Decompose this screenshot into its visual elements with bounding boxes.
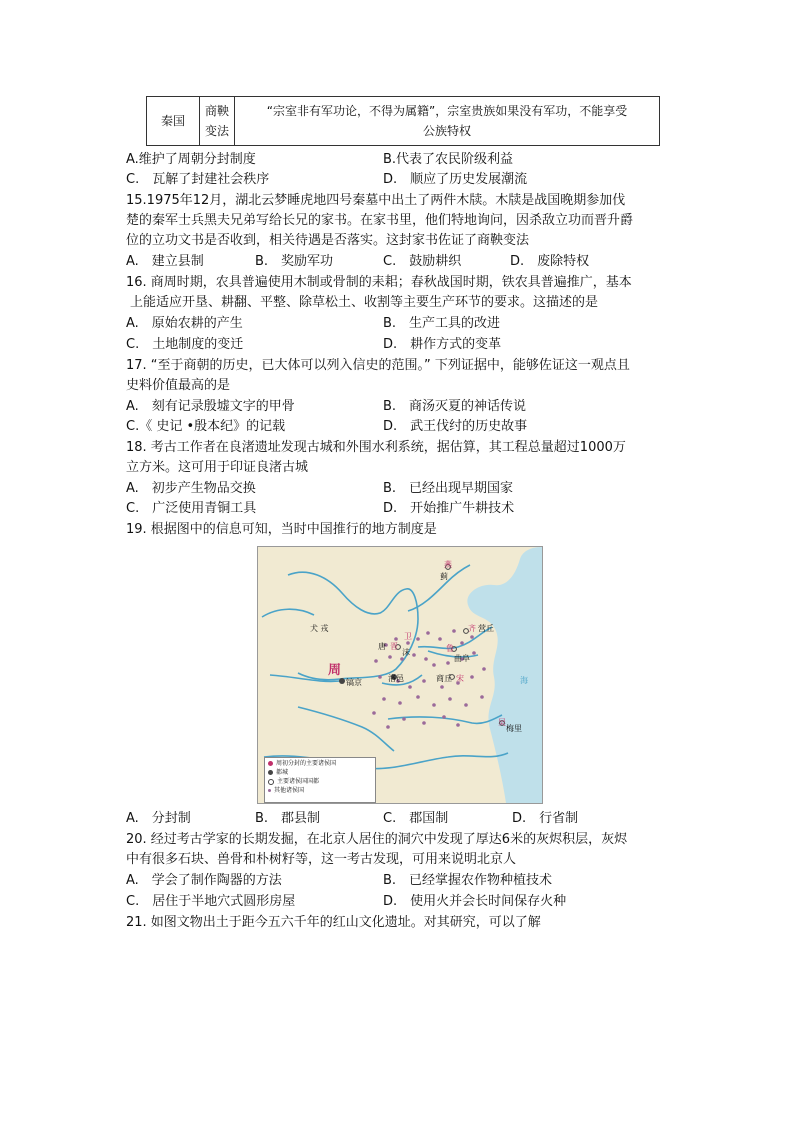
state-dot xyxy=(470,675,474,679)
state-dot xyxy=(416,637,420,641)
q17-option-d[interactable]: D. 武王伐纣的历史故事 xyxy=(383,419,528,434)
q15-line3: 位的立功文书是否收到，相关待遇是否落实。这封家书佐证了商鞅变法 xyxy=(126,233,530,248)
content-cell xyxy=(235,97,660,146)
q20-option-c[interactable]: C. 居住于半地穴式圆形房屋 xyxy=(126,894,296,909)
fief-marker-icon xyxy=(268,761,273,766)
q14-option-c[interactable]: C. 瓦解了封建社会秩序 xyxy=(126,172,270,187)
q18-option-c[interactable]: C. 广泛使用青铜工具 xyxy=(126,501,257,516)
state-dot xyxy=(470,635,474,639)
legend-item-fief: 周初分封的主要诸侯国 xyxy=(268,759,372,768)
map-label-tang: 唐 xyxy=(378,642,386,651)
state-dot xyxy=(402,717,406,721)
q17-option-c[interactable]: C.《 史记 •殷本纪》的记载 xyxy=(126,419,286,434)
map-label-zhou: 周 xyxy=(328,663,342,678)
state-dot xyxy=(422,721,426,725)
state-dot xyxy=(408,685,412,689)
q20-option-a[interactable]: A. 学会了制作陶器的方法 xyxy=(126,873,282,888)
state-dot xyxy=(456,723,460,727)
q17-line1: 17. “至于商朝的历史，已大体可以列入信史的范围。” 下列证据中，能够佐证这一观点且 xyxy=(126,358,630,373)
state-dot xyxy=(442,715,446,719)
q15-option-b[interactable]: B. 奖励军功 xyxy=(255,254,334,269)
state-dot xyxy=(482,667,486,671)
q19-option-a[interactable]: A. 分封制 xyxy=(126,811,191,826)
reform-name-line1: 商鞅 xyxy=(204,104,229,118)
q16-option-c[interactable]: C. 土地制度的变迁 xyxy=(126,337,244,352)
reform-table xyxy=(146,96,660,146)
q19-option-d[interactable]: D. 行省制 xyxy=(512,811,579,826)
q20-option-b[interactable]: B. 已经掌握农作物种植技术 xyxy=(383,873,553,888)
map-label-quanrong: 犬 戎 xyxy=(310,624,329,633)
q17-line2: 史料价值最高的是 xyxy=(126,378,231,393)
reform-cell xyxy=(200,97,235,146)
state-dot xyxy=(438,637,442,641)
map-label-wu: 吴 xyxy=(498,718,506,727)
state-dot xyxy=(480,695,484,699)
q14-option-a[interactable]: A.维护了周朝分封制度 xyxy=(126,152,256,167)
legend-item-capital: 都城 xyxy=(268,768,372,777)
map-label-sea: 海 xyxy=(520,676,528,685)
state-dot xyxy=(398,701,402,705)
state-dot xyxy=(382,697,386,701)
legend-item-state-capital: 主要诸侯国国都 xyxy=(268,777,372,786)
state-dot xyxy=(416,695,420,699)
map-legend xyxy=(264,757,376,803)
western-zhou-map xyxy=(257,546,543,804)
state-dot xyxy=(432,703,436,707)
q20-line2: 中有很多石块、兽骨和朴树籽等，这一考古发现，可用来说明北京人 xyxy=(126,852,517,867)
q15-option-a[interactable]: A. 建立县制 xyxy=(126,254,204,269)
map-label-luoyi: 洛邑 xyxy=(388,674,404,683)
state-dot xyxy=(460,641,464,645)
state-dot xyxy=(374,659,378,663)
state-dot xyxy=(446,661,450,665)
state-dot xyxy=(452,629,456,633)
q14-option-b[interactable]: B.代表了农民阶级利益 xyxy=(383,152,514,167)
state-dot xyxy=(372,711,376,715)
state-dot xyxy=(440,685,444,689)
q14-option-d[interactable]: D. 顺应了历史发展潮流 xyxy=(383,172,528,187)
state-dot xyxy=(432,663,436,667)
map-label-qi: 齐 xyxy=(468,624,476,633)
state-dot xyxy=(388,655,392,659)
q15-option-d[interactable]: D. 废除特权 xyxy=(510,254,590,269)
table-row xyxy=(147,97,660,146)
map-label-yan: 燕 xyxy=(444,560,452,569)
map-label-lu: 鲁 xyxy=(446,644,454,653)
state-dot xyxy=(422,679,426,683)
q15-option-c[interactable]: C. 鼓励耕织 xyxy=(383,254,462,269)
q16-option-d[interactable]: D. 耕作方式的变革 xyxy=(383,337,502,352)
q17-option-a[interactable]: A. 刻有记录殷墟文字的甲骨 xyxy=(126,399,295,414)
map-label-jin: 晋 xyxy=(390,642,398,651)
q15-line1: 15.1975年12月，湖北云梦睡虎地四号秦墓中出土了两件木牍。木牍是战国晚期参加伐 xyxy=(126,193,626,208)
state-dot xyxy=(464,703,468,707)
q19-option-c[interactable]: C. 郡国制 xyxy=(383,811,449,826)
q15-line2: 楚的秦军士兵黑夫兄弟写给长兄的家书。在家书里，他们特地询问，因杀敌立功而晋升爵 xyxy=(126,213,634,228)
capital-marker-icon xyxy=(268,770,273,775)
q18-option-d[interactable]: D. 开始推广牛耕技术 xyxy=(383,501,515,516)
map-label-wei: 卫 xyxy=(404,632,412,641)
q18-line2: 立方米。这可用于印证良渚古城 xyxy=(126,460,309,475)
state-dot xyxy=(412,653,416,657)
map-label-zhaoge: 沬 xyxy=(402,648,410,657)
map-label-ji: 蓟 xyxy=(440,572,448,581)
state-dot xyxy=(448,697,452,701)
map-label-haojing: 镐京 xyxy=(346,678,362,687)
q18-line1: 18. 考古工作者在良渚遗址发现古城和外围水利系统，据估算，其工程总量超过1000万 xyxy=(126,440,626,455)
state-dot xyxy=(424,657,428,661)
q17-option-b[interactable]: B. 商汤灭夏的神话传说 xyxy=(383,399,527,414)
content-line1: “宗室非有军功论，不得为属籍”，宗室贵族如果没有军功，不能享受 xyxy=(266,104,628,118)
q18-option-b[interactable]: B. 已经出现早期国家 xyxy=(383,481,514,496)
legend-item-other: 其他诸侯国 xyxy=(268,786,372,795)
map-label-yingqiu: 营丘 xyxy=(478,624,494,633)
q21-line1: 21. 如图文物出土于距今五六千年的红山文化遗址。对其研究，可以了解 xyxy=(126,915,541,930)
q18-option-a[interactable]: A. 初步产生物品交换 xyxy=(126,481,256,496)
map-label-song: 宋 xyxy=(456,674,464,683)
state-capital-marker-icon xyxy=(268,779,274,785)
state-dot xyxy=(378,675,382,679)
q19-line1: 19. 根据图中的信息可知，当时中国推行的地方制度是 xyxy=(126,522,437,537)
q16-option-a[interactable]: A. 原始农耕的产生 xyxy=(126,316,243,331)
q20-option-d[interactable]: D. 使用火并会长时间保存火种 xyxy=(383,894,567,909)
map-label-meili: 梅里 xyxy=(506,724,522,733)
capital-dot xyxy=(339,678,345,684)
map-label-qufu: 曲阜 xyxy=(454,654,470,663)
state-cell: 秦国 xyxy=(147,97,200,146)
map-label-shangqiu: 商丘 xyxy=(436,674,452,683)
q16-line2: 上能适应开垦、耕翻、平整、除草松土、收割等主要生产环节的要求。这描述的是 xyxy=(130,295,599,310)
content-line2: 公族特权 xyxy=(422,124,471,138)
q16-line1: 16. 商周时期，农具普遍使用木制或骨制的耒耜；春秋战国时期，铁农具普遍推广，基本 xyxy=(126,275,632,290)
q19-option-b[interactable]: B. 郡县制 xyxy=(255,811,321,826)
other-state-marker-icon xyxy=(268,789,271,792)
reform-name-line2: 变法 xyxy=(204,124,229,138)
q16-option-b[interactable]: B. 生产工具的改进 xyxy=(383,316,501,331)
state-dot xyxy=(426,631,430,635)
state-dot xyxy=(472,651,476,655)
state-dot xyxy=(386,725,390,729)
q20-line1: 20. 经过考古学家的长期发掘，在北京人居住的洞穴中发现了厚达6米的灰烬积层，灰烬 xyxy=(126,832,628,847)
